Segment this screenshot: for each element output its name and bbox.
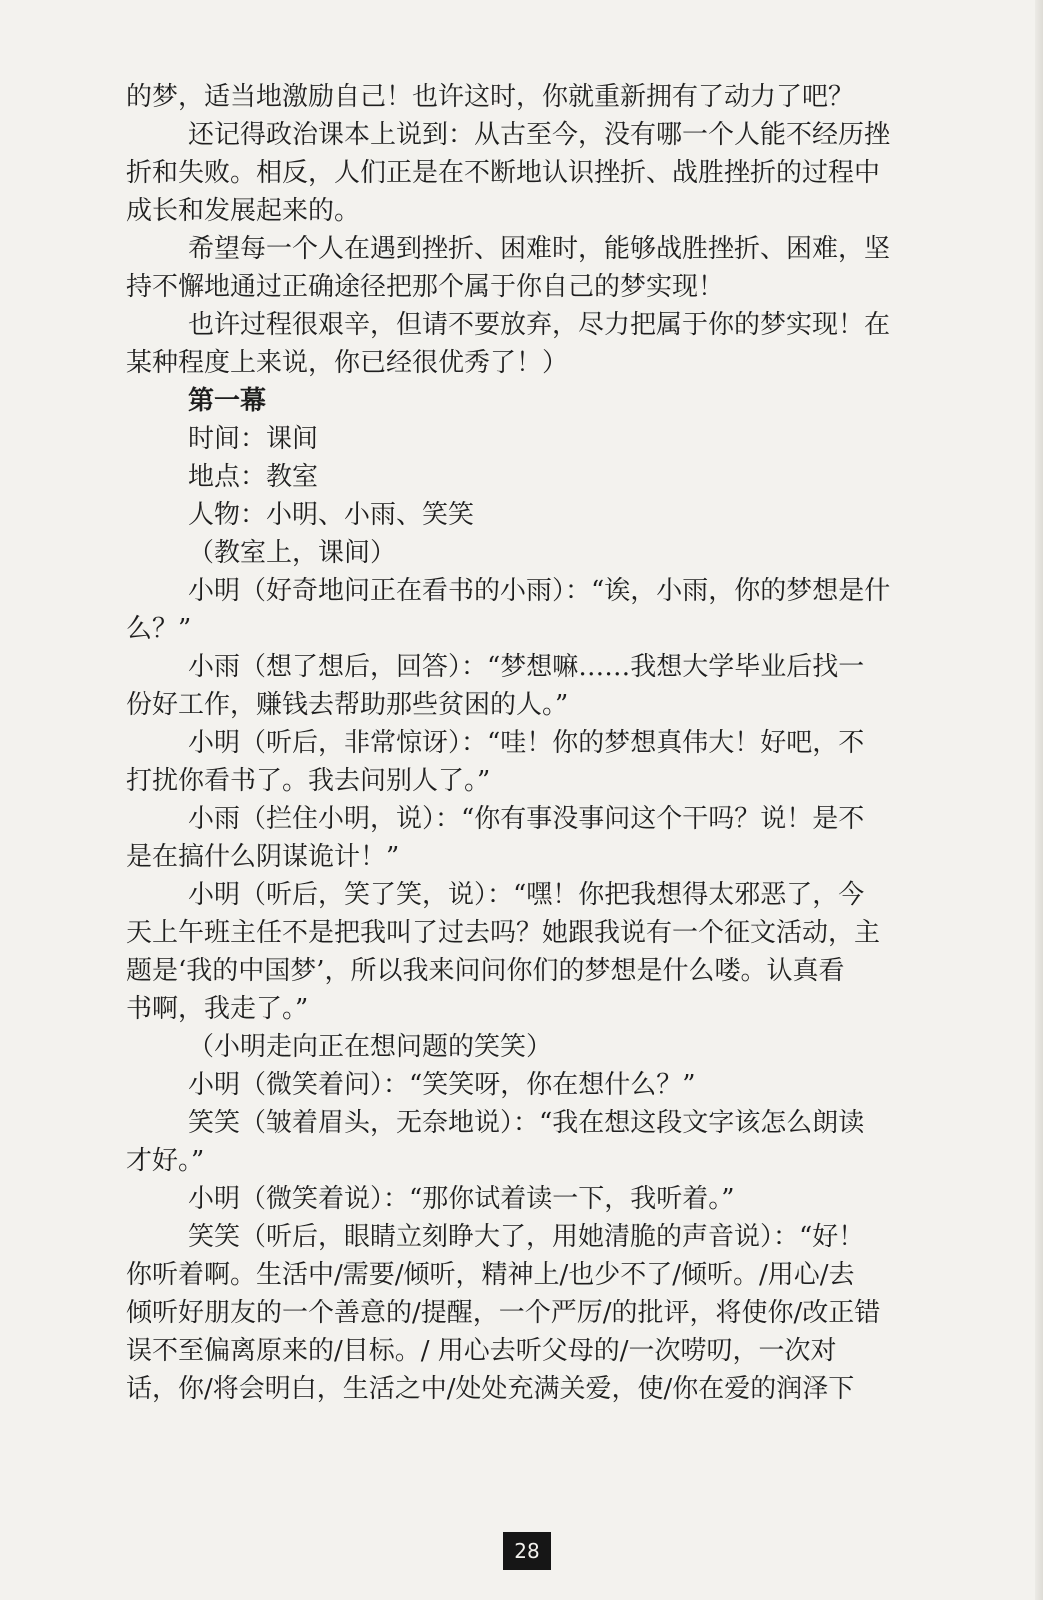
scene-time: 时间：课间 (188, 424, 319, 454)
text-line: 小明（听后，非常惊讶）：“哇！你的梦想真伟大！好吧，不 (188, 728, 865, 758)
text-line: 么？” (126, 614, 192, 644)
body-text (126, 78, 931, 1408)
text-line: 折和失败。相反，人们正是在不断地认识挫折、战胜挫折的过程中 (126, 158, 881, 188)
text-line: 小雨（拦住小明，说）：“你有事没事问这个干吗？说！是不 (188, 804, 865, 834)
text-line: 打扰你看书了。我去问别人了。” (126, 766, 491, 796)
page-number: 28 (503, 1532, 551, 1570)
text-line: 小明（微笑着问）：“笑笑呀，你在想什么？” (188, 1070, 696, 1100)
text-line: 还记得政治课本上说到：从古至今，没有哪一个人能不经历挫 (188, 120, 891, 150)
text-line: 希望每一个人在遇到挫折、困难时，能够战胜挫折、困难，坚 (188, 234, 891, 264)
text-line: 持不懈地通过正确途径把那个属于你自己的梦实现！ (126, 272, 725, 302)
text-line: 笑笑（听后，眼睛立刻睁大了，用她清脆的声音说）：“好！ (188, 1222, 865, 1252)
text-line: 某种程度上来说，你已经很优秀了！） (126, 348, 569, 378)
text-line: 才好。” (126, 1146, 205, 1176)
text-line: 题是‘我的中国梦’，所以我来问问你们的梦想是什么喽。认真看 (126, 956, 845, 986)
page-edge-shadow (1035, 0, 1043, 1600)
stage-direction: （小明走向正在想问题的笑笑） (188, 1032, 553, 1062)
text-line: 书啊，我走了。” (126, 994, 309, 1024)
text-line: 倾听好朋友的一个善意的/提醒，一个严厉/的批评，将使你/改正错 (126, 1298, 881, 1328)
text-line: 小明（听后，笑了笑，说）：“嘿！你把我想得太邪恶了，今 (188, 880, 865, 910)
text-line: 笑笑（皱着眉头，无奈地说）：“我在想这段文字该怎么朗读 (188, 1108, 865, 1138)
text-line: 小明（微笑着说）：“那你试着读一下，我听着。” (188, 1184, 735, 1214)
text-line: 小雨（想了想后，回答）：“梦想嘛……我想大学毕业后找一 (188, 652, 865, 682)
text-line: 也许过程很艰辛，但请不要放弃，尽力把属于你的梦实现！在 (188, 310, 891, 340)
text-line: 话，你/将会明白，生活之中/处处充满关爱，使/你在爱的润泽下 (126, 1374, 855, 1404)
text-line: 天上午班主任不是把我叫了过去吗？她跟我说有一个征文活动，主 (126, 918, 881, 948)
text-line: 成长和发展起来的。 (126, 196, 361, 226)
text-line: 的梦，适当地激励自己！也许这时，你就重新拥有了动力了吧？ (126, 82, 855, 112)
scene-characters: 人物：小明、小雨、笑笑 (188, 500, 475, 530)
text-line: 份好工作，赚钱去帮助那些贫困的人。” (126, 690, 569, 720)
text-line: 是在搞什么阴谋诡计！” (126, 842, 400, 872)
text-line: 小明（好奇地问正在看书的小雨）：“诶，小雨，你的梦想是什 (188, 576, 891, 606)
text-line: 误不至偏离原来的/目标。/ 用心去听父母的/一次唠叨，一次对 (126, 1336, 837, 1366)
scene-heading: 第一幕 (188, 386, 267, 416)
stage-direction: （教室上，课间） (188, 538, 397, 568)
scene-place: 地点：教室 (188, 462, 319, 492)
text-line: 你听着啊。生活中/需要/倾听，精神上/也少不了/倾听。/用心/去 (126, 1260, 855, 1290)
